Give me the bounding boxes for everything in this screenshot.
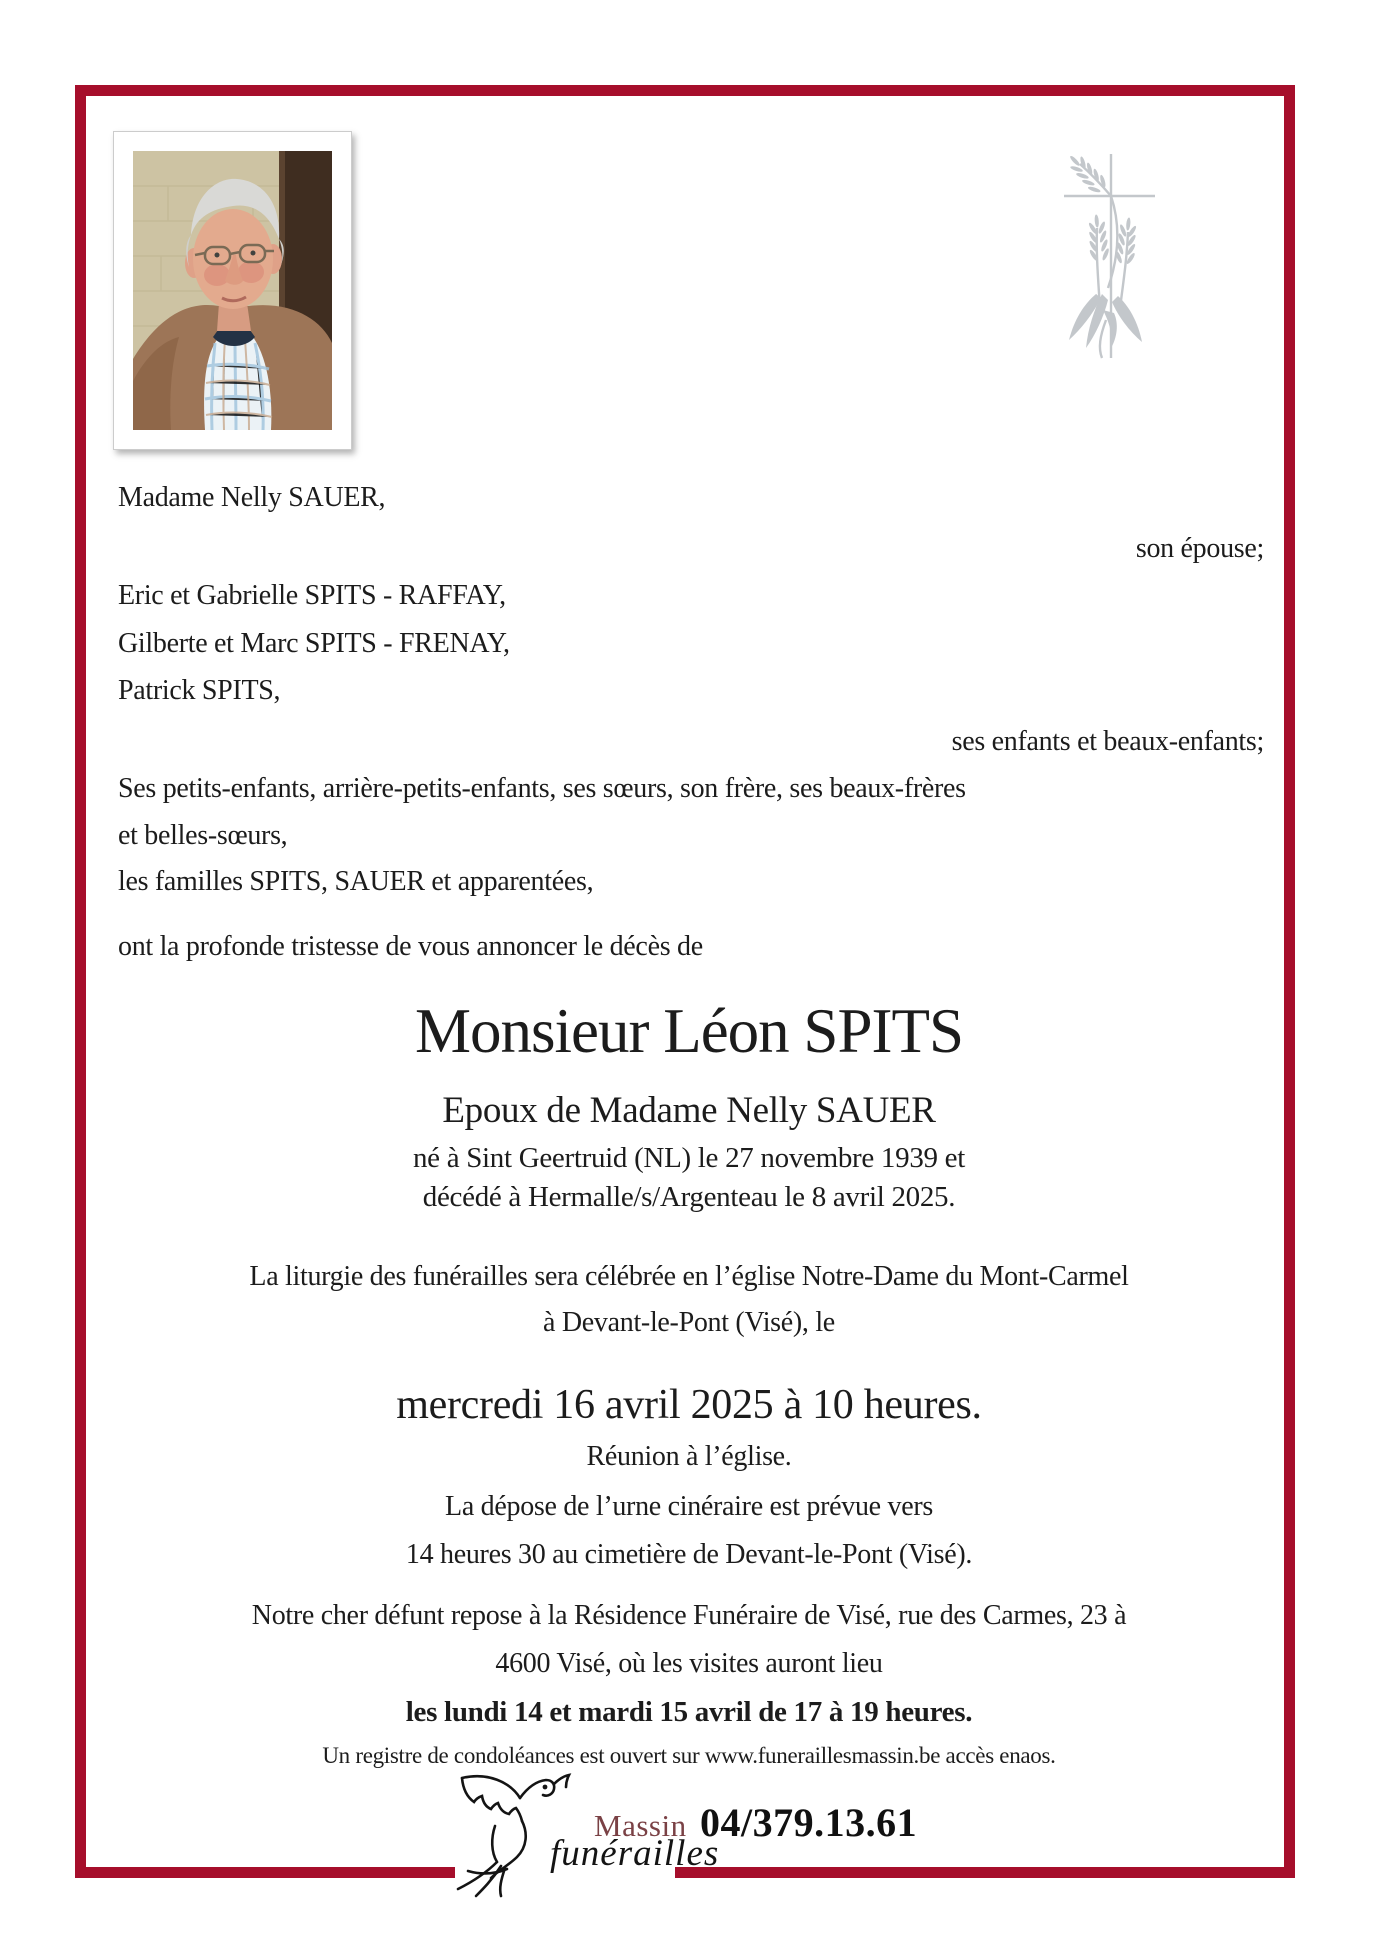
spouse-role-line: son épouse;	[1135, 533, 1264, 564]
portrait-photo	[113, 131, 352, 450]
visitation-line: 4600 Visé, où les visites auront lieu	[495, 1648, 883, 1679]
urn-line: La dépose de l’urne cinéraire est prévue vers	[445, 1491, 933, 1522]
liturgy-line: à Devant-le-Pont (Visé), le	[543, 1307, 835, 1338]
cross-and-wheat-icon	[1056, 148, 1160, 363]
spouse-line: Madame Nelly SAUER,	[118, 482, 386, 513]
liturgy-line: La liturgie des funérailles sera célébrée en l’église Notre-Dame du Mont-Carmel	[249, 1261, 1129, 1292]
child-line: Patrick SPITS,	[118, 675, 281, 706]
visitation-line: Notre cher défunt repose à la Résidence Funéraire de Visé, rue des Carmes, 23 à	[251, 1600, 1127, 1631]
register-line: Un registre de condoléances est ouvert sur www.funeraillesmassin.be accès enaos.	[322, 1743, 1056, 1768]
portrait-photo-image	[133, 151, 332, 430]
urn-line: 14 heures 30 au cimetière de Devant-le-Pont (Visé).	[405, 1539, 973, 1570]
families-line: les familles SPITS, SAUER et apparentées,	[118, 866, 594, 897]
deceased-subtitle: Epoux de Madame Nelly SAUER	[442, 1090, 936, 1131]
phone-number: 04/379.13.61	[700, 1800, 918, 1845]
brand-type: funérailles	[550, 1833, 720, 1874]
relatives-line: Ses petits-enfants, arrière-petits-enfants, ses sœurs, son frère, ses beaux-frères	[118, 773, 966, 804]
child-line: Eric et Gabrielle SPITS - RAFFAY,	[118, 580, 506, 611]
death-line: décédé à Hermalle/s/Argenteau le 8 avril 2025.	[422, 1181, 956, 1213]
deceased-name: Monsieur Léon SPITS	[415, 996, 963, 1066]
birth-line: né à Sint Geertruid (NL) le 27 novembre 1939 et	[412, 1142, 966, 1174]
ceremony-datetime: mercredi 16 avril 2025 à 10 heures.	[396, 1382, 982, 1428]
meeting-line: Réunion à l’église.	[586, 1441, 792, 1472]
child-line: Gilberte et Marc SPITS - FRENAY,	[118, 628, 510, 659]
relatives-line: et belles-sœurs,	[118, 820, 288, 851]
children-role-line: ses enfants et beaux-enfants;	[951, 726, 1264, 757]
intro-line: ont la profonde tristesse de vous annoncer le décès de	[118, 931, 703, 962]
visitation-hours: les lundi 14 et mardi 15 avril de 17 à 19 heures.	[405, 1696, 973, 1728]
brand-name: Massin	[594, 1808, 687, 1843]
